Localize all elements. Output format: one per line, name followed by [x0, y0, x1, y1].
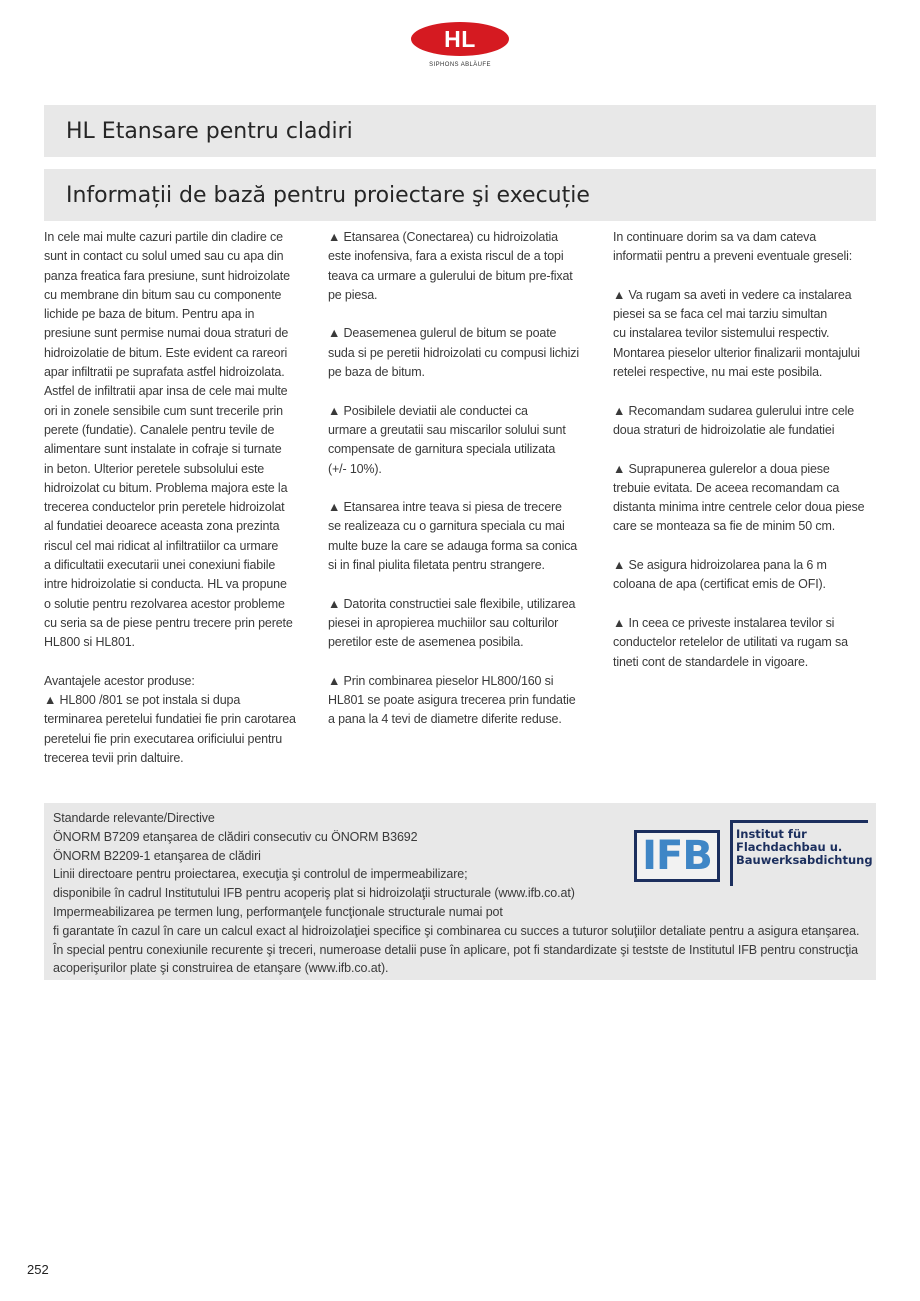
standards-line: Impermeabilizarea pe termen lung, performanţele funcţionale structurale numai pot — [53, 904, 503, 919]
paragraph: ▲ Posibilele deviatii ale conductei ca urmare a greutatii sau miscarilor solului sunt compensate de garnitura speciala utilizata (+/- 10%). — [328, 403, 566, 476]
text-column-2 — [328, 228, 590, 749]
ifb-logo-line: Institut für — [736, 827, 807, 841]
standards-paragraph: fi garantate în cazul în care un calcul exact al hidroizolaţiei specifice şi combinarea cu succes a tuturor soluţiilor detaliate pentru a asigura etanşarea. În special pentru conexiunile recurente şi treceri, numeroase detalii puse în aplicare, pot fi standardizate şi testste de Institutul IFB pentru construcţia acoperişurilor plate şi construirea de etanşare (www.ifb.co.at). — [53, 923, 860, 976]
hl-logo-tagline: SIPHONS ABLÄUFE — [429, 62, 491, 68]
paragraph: ▲ Recomandam sudarea gulerului intre cele doua straturi de hidroizolatie ale fundatiei — [613, 403, 855, 437]
paragraph: ▲ Suprapunerea gulerelor a doua piese trebuie evitata. De aceea recomandam ca distanta minima intre centrele celor doua piese care se monteaza sa fie de minim 50 cm. — [613, 461, 865, 534]
standards-line: Linii directoare pentru proiectarea, execuţia şi controlul de impermeabilizare; — [53, 867, 468, 882]
title-band — [44, 105, 876, 157]
hl-logo-text: HL — [444, 25, 476, 52]
ifb-logo-line: Bauwerksabdichtung — [736, 853, 873, 867]
page-title: HL Etansare pentru cladiri — [66, 118, 353, 144]
ifb-logo-box — [634, 830, 720, 882]
page-number: 252 — [27, 1262, 49, 1277]
paragraph: ▲ In ceea ce priveste instalarea tevilor si conductelor retelelor de utilitati va rugam sa tineti cont de standardele in vigoare. — [613, 615, 848, 669]
paragraph: ▲ Prin combinarea pieselor HL800/160 si HL801 se poate asigura trecerea prin fundatie a pana la 4 tevi de diametre diferite reduse. — [328, 673, 576, 727]
hl-logo-oval — [411, 22, 509, 56]
paragraph: In continuare dorim sa va dam cateva informatii pentru a preveni eventuale greseli: — [613, 230, 853, 264]
text-column-1 — [44, 228, 306, 788]
standards-line: ÖNORM B7209 etanşarea de clădiri consecutiv cu ÖNORM B3692 — [53, 829, 418, 844]
paragraph: ▲ Deasemenea gulerul de bitum se poate suda si pe peretii hidroizolati cu compusi lichizi pe baza de bitum. — [328, 326, 579, 380]
standards-box — [44, 803, 876, 980]
section-title: Informații de bază pentru proiectare şi execuție — [66, 182, 590, 208]
ifb-logo — [634, 816, 873, 888]
standards-line: disponibile în cadrul Institutului IFB pentru acoperiş plat si hidroizolaţii structurale (www.ifb.co.at) — [53, 886, 575, 901]
ifb-logo-text — [736, 828, 873, 867]
hl-logo — [410, 22, 510, 74]
subtitle-band — [44, 169, 876, 221]
paragraph: ▲ Se asigura hidroizolarea pana la 6 m coloana de apa (certificat emis de OFI). — [613, 558, 827, 592]
paragraph: ▲ Etansarea (Conectarea) cu hidroizolatia este inofensiva, fara a exista riscul de a topi teava ca urmare a gulerului de bitum pre-fixat pe piesa. — [328, 230, 573, 302]
paragraph: ▲ Etansarea intre teava si piesa de trecere se realizeaza cu o garnitura speciala cu mai multe buze la care se adauga forma sa conica si in final piulita filetata pentru strangere. — [328, 500, 578, 573]
paragraph: ▲ Va rugam sa aveti in vedere ca instalarea piesei sa se faca cel mai tarziu simultan cu instalarea tevilor sistemului respectiv. Montarea pieselor ulterior finalizarii montajului retelei respective, nu mai este posibila. — [613, 287, 860, 380]
ifb-logo-line: Flachdachbau u. — [736, 840, 843, 854]
text-column-3 — [613, 228, 879, 691]
paragraph: Avantajele acestor produse: ▲ HL800 /801 se pot instala si dupa terminarea peretelui fundatiei fie prin carotarea peretelui fie prin executarea orificiului pentru trecerea tevii prin daltuire. — [44, 673, 296, 766]
standards-line: ÖNORM B2209-1 etanşarea de clădiri — [53, 848, 261, 863]
standards-heading: Standarde relevante/Directive — [53, 811, 215, 825]
paragraph: In cele mai multe cazuri partile din cladire ce sunt in contact cu solul umed sau cu apa din panza freatica fara presiune, sunt hidroizolate cu membrane din bitum sau cu componente lichide pe baza de bitum. Pentru apa in presiune sunt permise numai doua straturi de hidroizolatie de bitum. Este evident ca rareori apar infiltratii pe suprafata astfel hidroizolata. Astfel de infiltratii apar insa de cele mai multe ori in zonele sensibile cum sunt trecerile prin perete (fundatie). Canalele pentru tevile de alimentare sunt instalate in cofraje si turnate in beton. Ulterior peretele subsolului este hidroizolat cu bitum. Problema majora este la trecerea conductelor prin peretele hidroizolat al fundatiei deoarece aceasta zona prezinta riscul cel mai ridicat al infiltratiilor ca urmare a dificultatii executarii unei conexiuni fiabile intre hidroizolatie si conducta. HL va propune o solutie pentru rezolvarea acestor probleme cu seria sa de piese pentru trecere prin perete HL800 si HL801. — [44, 230, 293, 650]
paragraph: ▲ Datorita constructiei sale flexibile, utilizarea piesei in apropierea muchiilor sau colturilor peretilor este de asemenea posibila. — [328, 596, 576, 650]
ifb-logo-letters: IFB — [642, 833, 712, 879]
